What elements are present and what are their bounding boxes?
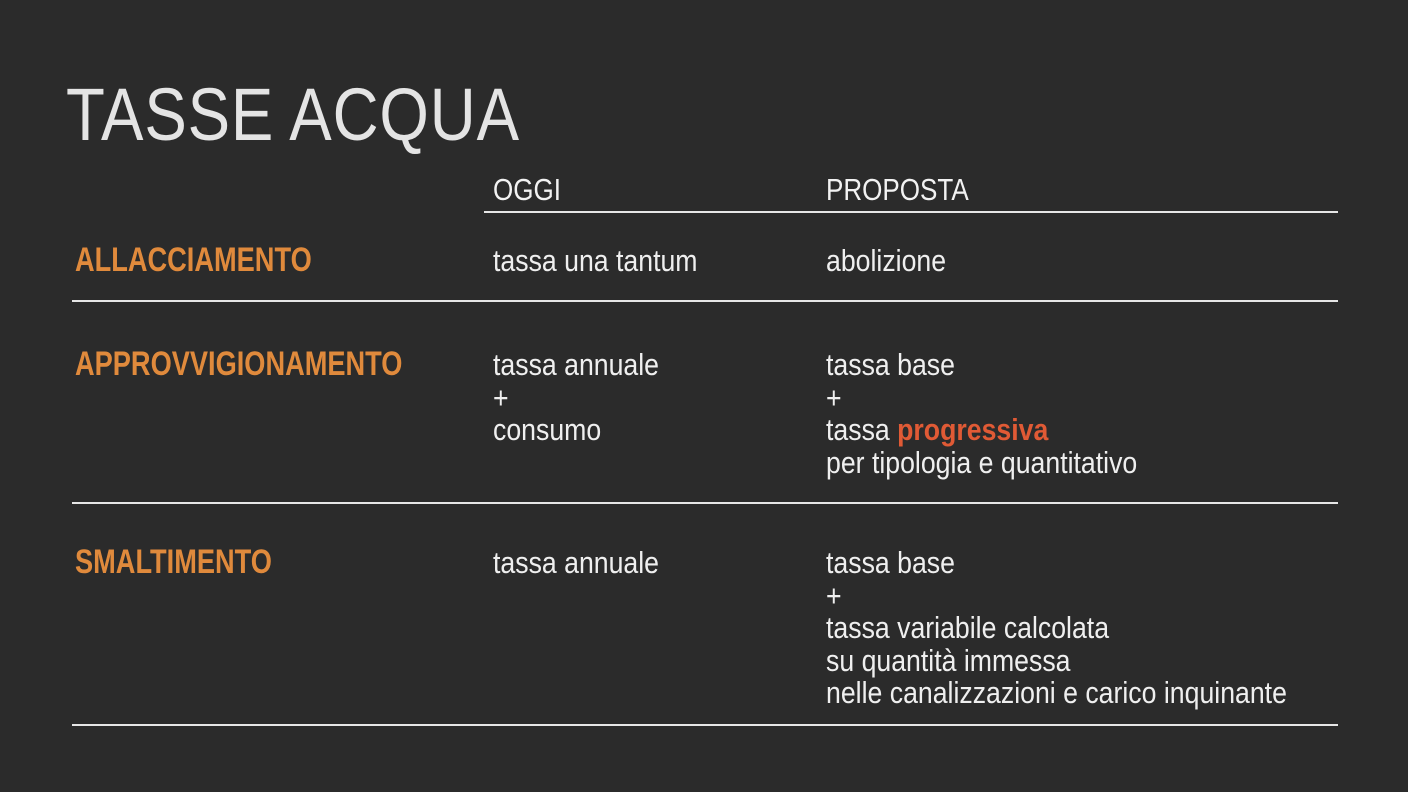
column-header-proposta: PROPOSTA [826, 172, 969, 207]
row-divider [72, 724, 1338, 726]
row-label-approvvigionamento: APPROVVIGIONAMENTO [75, 345, 403, 383]
row-smaltimento-oggi [493, 547, 659, 580]
cell-line: + [826, 577, 842, 613]
row-divider [72, 502, 1338, 504]
row-allacciamento-proposta [826, 245, 946, 278]
cell-line: tassa annuale [493, 347, 660, 382]
row-allacciamento-oggi [493, 245, 698, 278]
cell-line: consumo [493, 412, 602, 447]
column-header-oggi: OGGI [493, 172, 562, 207]
page-title: TASSE ACQUA [66, 73, 520, 156]
row-label-smaltimento: SMALTIMENTO [75, 543, 272, 581]
row-label-allacciamento: ALLACCIAMENTO [75, 241, 312, 279]
row-approvvigionamento-oggi [493, 349, 659, 447]
highlight-progressiva: progressiva [897, 412, 1049, 447]
row-divider [72, 300, 1338, 302]
cell-line: su quantità immessa [826, 642, 1071, 678]
cell-line: abolizione [826, 243, 947, 278]
cell-line: tassa annuale [493, 545, 660, 580]
cell-text: tassa [826, 412, 898, 447]
cell-line [826, 414, 1137, 447]
cell-line: tassa variabile calcolata [826, 610, 1110, 645]
cell-line: tassa una tantum [493, 243, 698, 278]
cell-line: nelle canalizzazioni e carico inquinante [826, 675, 1287, 710]
cell-line: tassa base [826, 347, 955, 382]
cell-line: + [826, 379, 842, 415]
cell-line: per tipologia e quantitativo [826, 444, 1138, 480]
header-divider [484, 211, 1338, 213]
row-approvvigionamento-proposta [826, 349, 1137, 479]
cell-line: tassa base [826, 545, 955, 580]
row-smaltimento-proposta [826, 547, 1287, 710]
cell-line: + [493, 379, 509, 415]
